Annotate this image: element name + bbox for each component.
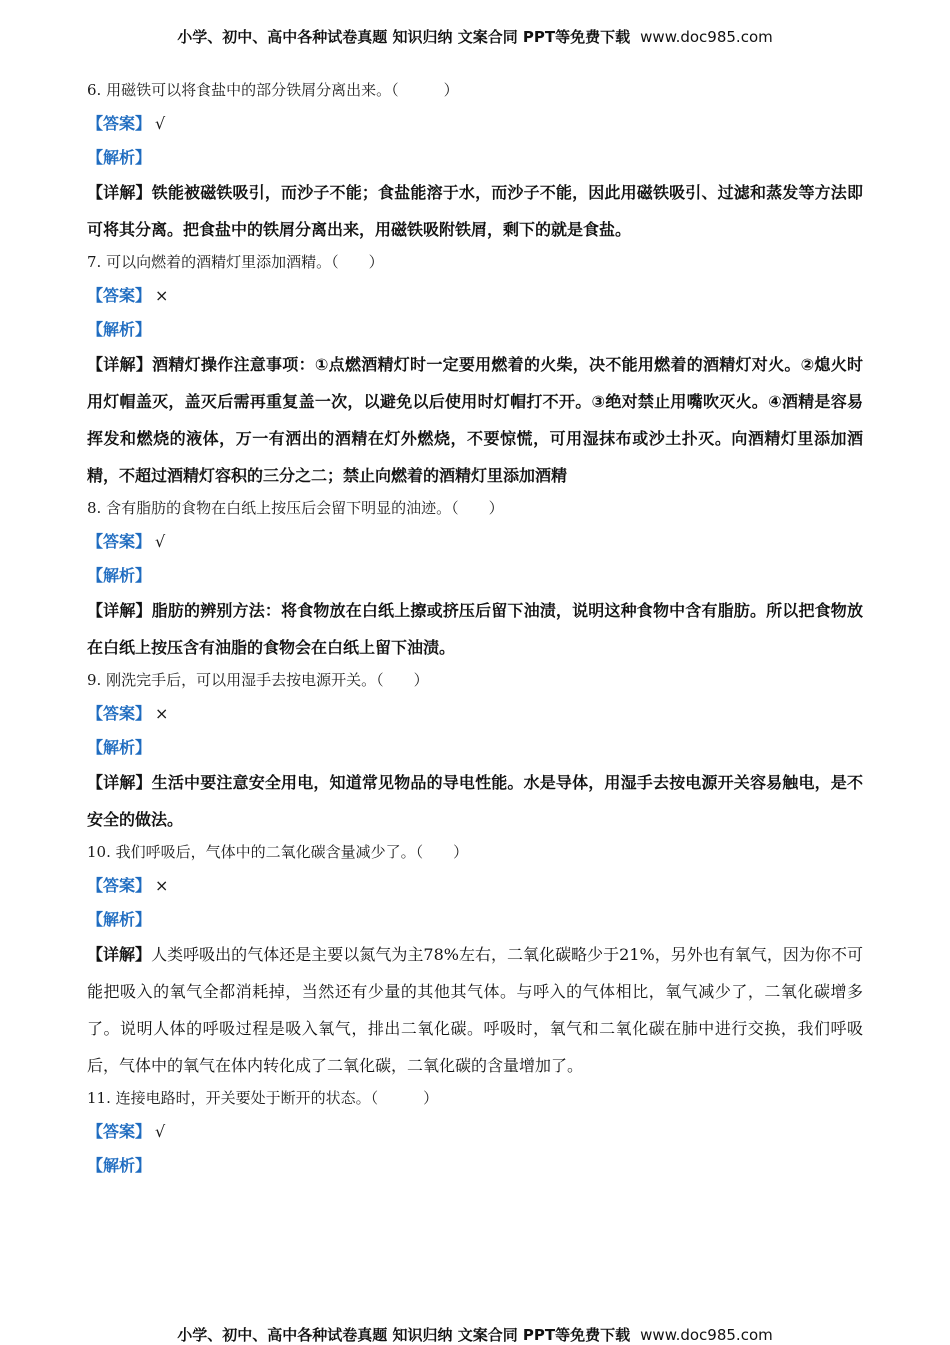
analysis-label: 【解析】 [87, 1156, 152, 1175]
question-text: 8. 含有脂肪的食物在白纸上按压后会留下明显的油迹。（ ） [87, 499, 504, 517]
answer-row [87, 284, 863, 308]
answer-label: 【答案】 [87, 114, 152, 133]
question-item-11 [87, 1086, 863, 1178]
answer-label: 【答案】 [87, 876, 152, 895]
answer-label: 【答案】 [87, 1122, 152, 1141]
detail-text: 人类呼吸出的气体还是主要以氮气为主78%左右，二氧化碳略少于21%，另外也有氧气，因为你不可能把吸入的氧气全都消耗掉，当然还有少量的其他其气体。与呼入的气体相比，氧气减少了，二氧化碳增多了。说明人体的呼吸过程是吸入氧气，排出二氧化碳。呼吸时，氧气和二氧化碳在肺中进行交换，我们呼吸后，气体中的氧气在体内转化成了二氧化碳，二氧化碳的含量增加了。 [87, 945, 863, 1075]
answer-label: 【答案】 [87, 286, 152, 305]
answer-mark: √ [155, 114, 166, 133]
answer-row [87, 112, 863, 136]
answer-row [87, 702, 863, 726]
analysis-row [87, 908, 863, 932]
detail-label: 【详解】 [87, 773, 152, 792]
question-item-8 [87, 496, 863, 666]
header-title: 小学、初中、高中各种试卷真题 知识归纳 文案合同 PPT等免费下载 [177, 28, 631, 46]
answer-label: 【答案】 [87, 704, 152, 723]
question-item-10 [87, 840, 863, 1084]
answer-label: 【答案】 [87, 532, 152, 551]
question-text: 6. 用磁铁可以将食盐中的部分铁屑分离出来。（ ） [87, 81, 459, 99]
detail-label: 【详解】 [87, 183, 152, 202]
header-url[interactable]: www.doc985.com [640, 28, 773, 46]
question-text: 9. 刚洗完手后，可以用湿手去按电源开关。（ ） [87, 671, 429, 689]
analysis-row [87, 318, 863, 342]
question-item-9 [87, 668, 863, 838]
analysis-label: 【解析】 [87, 910, 152, 929]
page-footer-banner [0, 1324, 950, 1345]
detail-text: 铁能被磁铁吸引，而沙子不能；食盐能溶于水，而沙子不能，因此用磁铁吸引、过滤和蒸发等方法即可将其分离。把食盐中的铁屑分离出来，用磁铁吸附铁屑，剩下的就是食盐。 [87, 183, 863, 239]
analysis-row [87, 736, 863, 760]
page-header-banner [0, 26, 950, 47]
analysis-row [87, 1154, 863, 1178]
detail-paragraph [87, 174, 863, 248]
document-body [87, 78, 863, 1188]
question-item-7 [87, 250, 863, 494]
analysis-label: 【解析】 [87, 320, 152, 339]
analysis-label: 【解析】 [87, 566, 152, 585]
analysis-label: 【解析】 [87, 148, 152, 167]
footer-url[interactable]: www.doc985.com [640, 1326, 773, 1344]
detail-text: 脂肪的辨别方法：将食物放在白纸上擦或挤压后留下油渍，说明这种食物中含有脂肪。所以把食物放在白纸上按压含有油脂的食物会在白纸上留下油渍。 [87, 601, 863, 657]
detail-paragraph [87, 936, 863, 1084]
answer-mark: √ [155, 1122, 166, 1141]
detail-text: 生活中要注意安全用电，知道常见物品的导电性能。水是导体，用湿手去按电源开关容易触电，是不安全的做法。 [87, 773, 863, 829]
analysis-row [87, 564, 863, 588]
detail-label: 【详解】 [87, 601, 152, 620]
answer-mark: √ [155, 532, 166, 551]
detail-text: 酒精灯操作注意事项：①点燃酒精灯时一定要用燃着的火柴，决不能用燃着的酒精灯对火。②熄火时用灯帽盖灭，盖灭后需再重复盖一次，以避免以后使用时灯帽打不开。③绝对禁止用嘴吹灭火。④酒精是容易挥发和燃烧的液体，万一有洒出的酒精在灯外燃烧，不要惊慌，可用湿抹布或沙土扑灭。向酒精灯里添加酒精，不超过酒精灯容积的三分之二；禁止向燃着的酒精灯里添加酒精 [87, 355, 863, 485]
question-text: 10. 我们呼吸后，气体中的二氧化碳含量减少了。（ ） [87, 843, 469, 861]
question-item-6 [87, 78, 863, 248]
question-text: 7. 可以向燃着的酒精灯里添加酒精。（ ） [87, 253, 384, 271]
detail-label: 【详解】 [87, 945, 152, 964]
detail-paragraph [87, 764, 863, 838]
answer-mark: × [155, 704, 169, 723]
footer-title: 小学、初中、高中各种试卷真题 知识归纳 文案合同 PPT等免费下载 [177, 1326, 631, 1344]
detail-paragraph [87, 592, 863, 666]
question-text: 11. 连接电路时，开关要处于断开的状态。（ ） [87, 1089, 439, 1107]
answer-row [87, 1120, 863, 1144]
answer-mark: × [155, 286, 169, 305]
answer-mark: × [155, 876, 169, 895]
analysis-label: 【解析】 [87, 738, 152, 757]
answer-row [87, 874, 863, 898]
detail-label: 【详解】 [87, 355, 153, 374]
answer-row [87, 530, 863, 554]
analysis-row [87, 146, 863, 170]
detail-paragraph [87, 346, 863, 494]
